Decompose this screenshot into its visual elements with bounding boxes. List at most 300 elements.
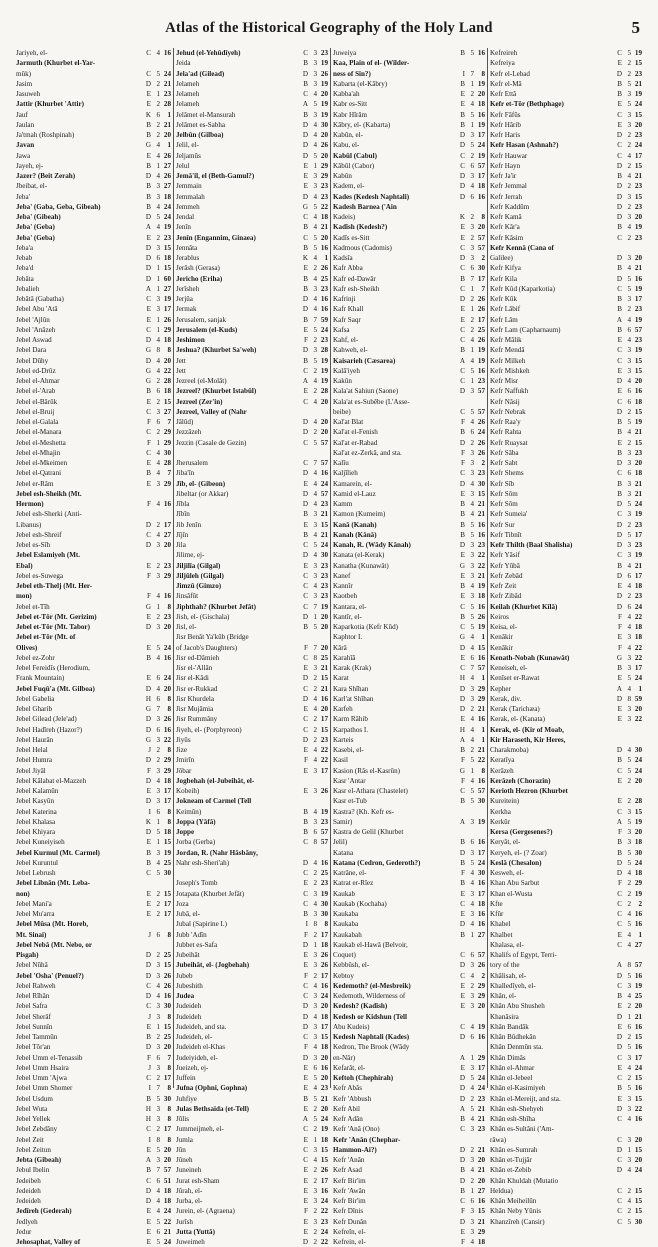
grid-number: 1 [156, 1022, 160, 1031]
grid-number: 2 [313, 1166, 317, 1175]
grid-number: 2 [313, 387, 317, 396]
grid-number: 3 [470, 571, 474, 580]
grid-letter: C [303, 869, 308, 877]
index-entry [490, 1083, 642, 1093]
grid-number: 3 [313, 910, 317, 918]
grid-number: 1 [470, 1053, 474, 1062]
index-entry [333, 499, 485, 509]
grid-letter: B [146, 161, 151, 170]
grid-number: 1 [313, 940, 317, 949]
index-entry [333, 632, 485, 642]
grid-number: 3 [470, 694, 474, 703]
index-entry [176, 991, 328, 1001]
index-entry [16, 520, 171, 530]
grid-number: 3 [627, 90, 631, 98]
grid-letter: D [145, 79, 151, 88]
grid-letter: B [617, 264, 622, 273]
place-name: Kepher [490, 684, 511, 693]
place-name: Kaukab el-Hawâ (Belvoir, [333, 940, 408, 949]
grid-number: 2 [156, 889, 160, 898]
place-name: Kamm [333, 500, 353, 508]
grid-letter: E [460, 981, 465, 990]
place-name: Juweiya [333, 49, 357, 57]
grid-number: 5 [156, 1145, 160, 1154]
place-name: Jelul [176, 161, 190, 170]
grid-number: 4 [627, 1115, 631, 1123]
place-name: Kabr Hîrâm [333, 110, 368, 119]
grid-number: 6 [627, 325, 631, 334]
grid-letter: E [303, 766, 308, 775]
place-name: Jebel Nebâ (Mt. Nebo, or [16, 940, 93, 949]
place-name: Kureitein) [490, 797, 520, 806]
place-name: Kenath-Nobah (Kunawât) [490, 653, 570, 662]
map-number: 20 [320, 1074, 328, 1082]
grid-letter: B [460, 510, 465, 519]
index-entry [176, 745, 328, 755]
grid-number: 2 [313, 366, 317, 375]
map-number: 27 [634, 940, 642, 949]
grid-number: 2 [627, 1074, 631, 1082]
grid-number: 5 [470, 110, 474, 119]
grid-number: 3 [470, 561, 474, 570]
place-name: Kefr Misr [490, 377, 519, 385]
grid-letter: D [616, 274, 622, 283]
index-entry [333, 714, 485, 724]
index-entry [176, 489, 328, 499]
index-entry [490, 427, 642, 437]
grid-letter: F [461, 418, 465, 426]
place-name: Jebel el-Qatrani [16, 469, 62, 478]
map-number: 16 [634, 1115, 642, 1123]
grid-letter: C [303, 715, 308, 724]
map-number: 57 [634, 961, 642, 970]
index-entry [16, 1135, 171, 1145]
grid-number: 6 [470, 838, 474, 847]
map-number: 26 [477, 418, 485, 426]
index-entry [490, 745, 642, 755]
map-number: 1 [167, 141, 171, 150]
index-entry [333, 940, 485, 950]
index-entry [176, 448, 328, 458]
grid-number: 3 [313, 520, 317, 529]
index-entry [490, 622, 642, 632]
grid-letter: C [303, 725, 308, 734]
place-name: Jiyûs [176, 735, 191, 744]
place-name: Kedemoth, Wilderness of [333, 992, 406, 1000]
grid-letter: C [460, 664, 465, 672]
grid-letter: D [145, 336, 151, 344]
index-entry [16, 1022, 171, 1032]
map-number: 17 [320, 1176, 328, 1185]
index-entry [176, 643, 328, 653]
grid-letter: E [303, 264, 308, 273]
grid-letter: E [460, 910, 465, 918]
index-entry [176, 602, 328, 612]
grid-number: 2 [156, 79, 160, 88]
place-name: Kafr Saqr [333, 315, 361, 324]
index-entry [16, 540, 171, 550]
map-number: 15 [320, 1033, 328, 1041]
grid-letter: C [617, 551, 622, 560]
map-number: 20 [477, 1176, 485, 1185]
place-name: Jezreel, Valley of (Nahr [176, 407, 247, 416]
grid-number: 3 [470, 172, 474, 180]
map-number: 24 [634, 500, 642, 508]
grid-letter: C [460, 623, 465, 631]
place-name: Kâbûl (Cabor) [333, 161, 375, 170]
map-number: 17 [477, 848, 485, 857]
grid-number: 3 [470, 889, 474, 898]
map-number: 18 [163, 1197, 171, 1205]
place-name: Jelâmet es-Sabha [176, 120, 226, 129]
index-entry [16, 202, 171, 212]
grid-number: 4 [313, 981, 317, 990]
map-number: 28 [163, 100, 171, 109]
grid-number: 5 [470, 520, 474, 529]
index-entry [333, 878, 485, 888]
map-number: 18 [163, 192, 171, 201]
index-entry [333, 1206, 485, 1216]
index-entry [176, 694, 328, 704]
place-name: Kadem, el- [333, 182, 365, 191]
map-number: 17 [163, 1074, 171, 1082]
index-entry [16, 263, 171, 273]
map-number: 17 [634, 151, 642, 160]
place-name: Jebel es-Sîh [16, 541, 51, 549]
map-number: 24 [634, 141, 642, 150]
map-number: 26 [320, 1166, 328, 1175]
grid-letter: D [459, 182, 465, 191]
grid-letter: E [460, 1002, 465, 1011]
grid-letter: J [148, 1063, 151, 1072]
index-entry [16, 222, 171, 232]
grid-letter: D [302, 120, 308, 129]
grid-letter: E [146, 1217, 151, 1226]
index-entry [16, 489, 171, 499]
grid-number: 4 [156, 49, 160, 57]
grid-letter: E [617, 930, 622, 939]
grid-letter: D [302, 1053, 308, 1062]
map-number: 20 [163, 623, 171, 631]
grid-letter: B [303, 243, 308, 252]
index-entry [490, 202, 642, 212]
place-name: Jebel el-Mkeimen [16, 459, 68, 467]
map-number: 1 [638, 930, 642, 939]
index-entry [176, 725, 328, 735]
place-name: Kenâkir [490, 643, 513, 652]
grid-number: 7 [470, 664, 474, 672]
map-number: 15 [320, 1145, 328, 1154]
grid-letter: C [460, 1022, 465, 1031]
map-number: 24 [163, 69, 171, 78]
grid-letter: D [616, 602, 622, 611]
place-name: Kefr Bir'im [333, 1176, 366, 1185]
place-name: Kefr Nebrak [490, 407, 526, 416]
map-number: 18 [634, 397, 642, 406]
grid-number: 3 [627, 254, 631, 262]
grid-letter: A [616, 684, 622, 693]
grid-letter: D [302, 940, 308, 949]
grid-letter: D [616, 182, 622, 191]
map-number: 29 [320, 161, 328, 170]
page-number: 5 [631, 18, 640, 37]
grid-letter: D [459, 1217, 465, 1226]
grid-letter: B [460, 79, 465, 88]
index-entry [16, 663, 171, 673]
index-entry [16, 530, 171, 540]
index-entry [333, 58, 485, 68]
grid-letter: A [616, 961, 622, 970]
grid-letter: F [618, 623, 622, 631]
place-name: Jedur [16, 1227, 32, 1236]
index-entry [16, 89, 171, 99]
place-name: Jubeihât, el- (Jogbehah) [176, 961, 250, 970]
place-name: Kasr et-Tub [333, 797, 367, 806]
map-number: 23 [320, 1217, 328, 1226]
index-entry [333, 766, 485, 776]
index-entry [333, 356, 485, 366]
grid-number: 3 [627, 653, 631, 662]
index-entry [490, 438, 642, 448]
index-entry [16, 1176, 171, 1186]
map-number: 30 [163, 1002, 171, 1011]
map-number: 20 [163, 1156, 171, 1164]
grid-letter: B [303, 1094, 308, 1103]
grid-number: 2 [470, 151, 474, 160]
place-name: Kabûn [333, 172, 352, 180]
map-number: 16 [320, 694, 328, 703]
map-number: 18 [320, 213, 328, 221]
grid-letter: F [147, 571, 151, 580]
grid-letter: F [147, 766, 151, 775]
index-entry [16, 253, 171, 263]
grid-letter: E [146, 643, 151, 652]
grid-number: 4 [313, 1156, 317, 1164]
index-entry [333, 315, 485, 325]
map-number: 24 [320, 1197, 328, 1205]
map-number: 30 [320, 899, 328, 908]
map-number: 19 [634, 889, 642, 898]
index-entry [16, 192, 171, 202]
grid-number: 3 [470, 848, 474, 857]
map-number: 1 [324, 254, 328, 262]
map-number: 19 [477, 582, 485, 590]
map-number: 28 [163, 459, 171, 467]
grid-letter: F [304, 930, 308, 939]
grid-letter: D [616, 571, 622, 580]
grid-letter: B [617, 848, 622, 857]
place-name: Jiphthah? (Khurbet Jefât) [176, 602, 257, 611]
grid-number: 2 [313, 715, 317, 724]
grid-letter: B [146, 848, 151, 857]
place-name: Kanâ (Kanah) [333, 520, 377, 529]
index-entry [176, 386, 328, 396]
map-number: 15 [634, 1197, 642, 1205]
map-number: 8 [167, 807, 171, 816]
grid-number: 2 [313, 264, 317, 273]
grid-number: 2 [156, 951, 160, 959]
place-name: Kasebi, el- [333, 746, 364, 754]
grid-number: 2 [627, 131, 631, 139]
place-name: Khalledîyeh, el- [490, 981, 536, 990]
map-number: 57 [477, 951, 485, 959]
place-name: Jebel Kuruntul [16, 858, 58, 867]
grid-number: 3 [470, 592, 474, 601]
index-entry [333, 704, 485, 714]
map-number: 8 [481, 213, 485, 221]
place-name: Jezzin (Casale de Gezin) [176, 438, 247, 447]
index-entry [176, 561, 328, 571]
grid-letter: D [459, 295, 465, 303]
grid-number: 5 [470, 1074, 474, 1082]
index-entry [176, 673, 328, 683]
index-entry [490, 991, 642, 1001]
grid-number: 3 [156, 295, 160, 303]
index-entry [333, 212, 485, 222]
place-name: Karak (Krak) [333, 664, 372, 672]
index-entry [333, 335, 485, 345]
index-entry [16, 1196, 171, 1206]
grid-number: 2 [313, 428, 317, 437]
grid-number: 2 [313, 674, 317, 683]
grid-letter: C [303, 602, 308, 611]
place-name: Jebel Khalasa [16, 817, 56, 826]
grid-letter: E [303, 879, 308, 888]
grid-letter: C [146, 1176, 151, 1185]
index-entry [490, 919, 642, 929]
grid-number: 4 [627, 684, 631, 693]
place-name: Kesweh, el- [490, 869, 524, 877]
index-entry [176, 848, 328, 858]
grid-number: 4 [313, 397, 317, 406]
grid-letter: B [460, 500, 465, 508]
place-name: Judeideh, el- [176, 1033, 213, 1041]
grid-number: 3 [156, 1002, 160, 1011]
grid-number: 3 [470, 223, 474, 232]
index-entry [176, 622, 328, 632]
map-number: 28 [320, 346, 328, 355]
place-name: Katrat er-Rîez [333, 879, 374, 888]
place-name: Kal'at ez-Zerkâ, and sta. [333, 448, 402, 457]
grid-letter: C [460, 366, 465, 375]
grid-number: 5 [313, 1074, 317, 1082]
place-name: Jebâtâ (Gabatha) [16, 295, 64, 303]
grid-number: 2 [156, 910, 160, 918]
grid-letter: B [146, 1166, 151, 1175]
place-name: Kasr 'Antar [333, 776, 366, 785]
map-number: 16 [163, 653, 171, 662]
grid-letter: E [146, 787, 151, 795]
place-name: Jelameh [176, 90, 200, 98]
grid-number: 1 [470, 766, 474, 775]
place-name: Jmirîn [176, 756, 195, 765]
grid-letter: B [146, 387, 151, 396]
grid-number: 5 [470, 141, 474, 150]
grid-number: 3 [470, 1217, 474, 1226]
map-number: 1 [638, 684, 642, 693]
place-name: Kaukaba [333, 920, 359, 929]
place-name: Jarmuth (Khurbet el-Yar- [16, 59, 95, 68]
place-name: Keisa, el- [490, 623, 518, 631]
grid-letter: C [460, 325, 465, 334]
grid-letter: E [303, 1074, 308, 1082]
index-entry [490, 612, 642, 622]
place-name: Jedîreh (Gederah) [16, 1207, 72, 1216]
grid-letter: D [616, 500, 622, 508]
map-number: 27 [163, 407, 171, 416]
index-entry [333, 868, 485, 878]
place-name: Jebel Tôr'an [16, 1043, 51, 1052]
index-entry [176, 294, 328, 304]
grid-number: 5 [627, 1043, 631, 1052]
grid-number: 3 [470, 448, 474, 457]
map-number: 27 [163, 182, 171, 191]
grid-number: 4 [156, 1186, 160, 1195]
grid-number: 2 [156, 120, 160, 129]
index-entry [176, 919, 328, 929]
grid-number: 3 [627, 1104, 631, 1113]
map-number: 20 [477, 1002, 485, 1011]
grid-letter: D [616, 592, 622, 601]
map-number: 21 [634, 561, 642, 570]
map-number: 24 [320, 325, 328, 334]
place-name: Pisgah) [16, 951, 39, 959]
map-number: 57 [163, 1166, 171, 1175]
grid-number: 4 [156, 500, 160, 508]
grid-number: 3 [627, 213, 631, 221]
grid-letter: B [146, 469, 151, 478]
index-entry [176, 417, 328, 427]
place-name: Jebel Kuneiyiseh [16, 838, 65, 847]
index-entry [176, 1124, 328, 1134]
map-number: 17 [477, 315, 485, 324]
map-number: 26 [320, 961, 328, 970]
grid-number: 5 [627, 858, 631, 867]
grid-letter: D [145, 520, 151, 529]
map-number: 21 [320, 1094, 328, 1103]
place-name: Frank Mountain) [16, 674, 65, 683]
grid-letter: B [617, 428, 622, 437]
grid-number: 1 [156, 325, 160, 334]
grid-letter: D [459, 438, 465, 447]
grid-number: 3 [156, 735, 160, 744]
grid-letter: E [303, 172, 308, 180]
map-number: 21 [320, 664, 328, 672]
place-name: Juffein [176, 1074, 196, 1082]
index-entry [16, 1186, 171, 1196]
map-number: 19 [320, 100, 328, 109]
grid-letter: B [146, 653, 151, 662]
map-number: 16 [477, 530, 485, 539]
map-number: 24 [320, 992, 328, 1000]
index-entry [176, 192, 328, 202]
index-entry [16, 919, 171, 929]
place-name: Jelil) [333, 838, 348, 847]
grid-letter: C [617, 920, 622, 929]
grid-letter: H [459, 725, 465, 734]
grid-number: 6 [627, 387, 631, 396]
grid-letter: D [145, 992, 151, 1000]
index-entry [333, 89, 485, 99]
index-entry [176, 181, 328, 191]
place-name: Kefr Hauwar [490, 151, 528, 160]
place-name: Jerusalem, sanjak [176, 315, 227, 324]
index-entry [176, 212, 328, 222]
grid-letter: E [146, 90, 151, 98]
grid-number: 1 [470, 930, 474, 939]
grid-letter: E [303, 705, 308, 713]
place-name: Kadesh Barnea ('Ain [333, 202, 397, 211]
